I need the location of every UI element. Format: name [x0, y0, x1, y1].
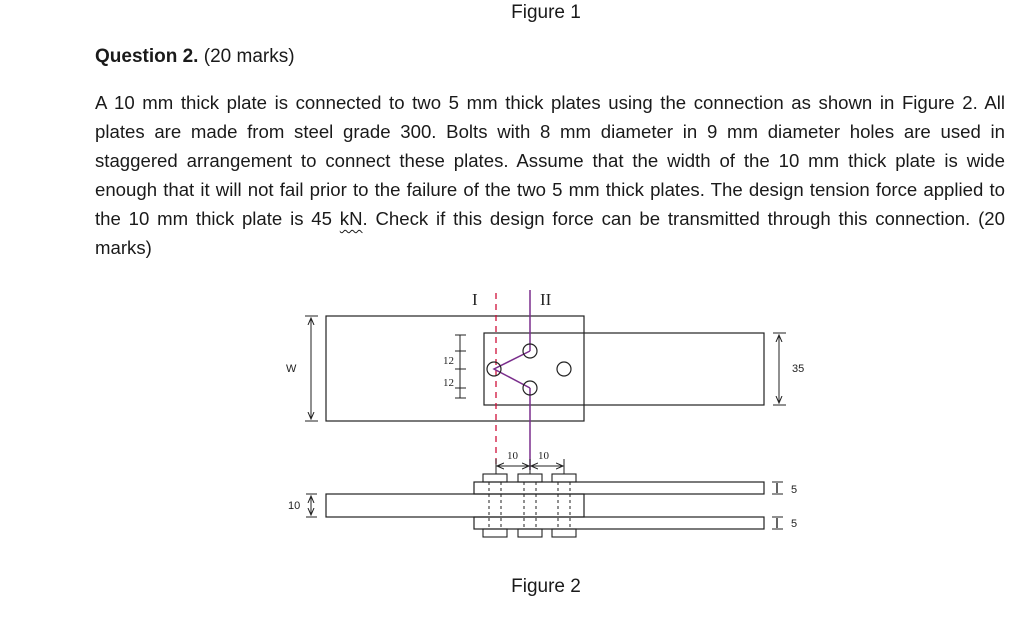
pitch-label-2: 10 — [538, 450, 549, 462]
section-label-II: II — [540, 290, 552, 309]
question-marks: (20 marks) — [198, 46, 295, 67]
elevation-plate-10mm — [326, 494, 584, 517]
thickness-10-label: 10 — [288, 500, 301, 512]
thickness-5-top-label: 5 — [791, 484, 798, 496]
width-label: W — [286, 363, 297, 375]
question-number: Question 2. — [95, 46, 199, 67]
bolt-hole — [557, 362, 571, 376]
kn-unit: kN — [339, 208, 363, 229]
pitch-label-1: 10 — [507, 450, 518, 462]
thickness-5-bottom-label: 5 — [791, 518, 798, 530]
gauge-label-top: 12 — [443, 355, 454, 367]
elevation-plate-5mm-top — [474, 482, 764, 494]
question-text-part-1: A 10 mm thick plate is connected to two 5 mm thick plates using the connection as shown in Figure 2. All plates are made from steel grade 300. Bolts with 8 mm diameter in 9 mm diameter holes are used in staggered arrangement to connect these plates. Assume that the width of the 10 mm thick plate is wide enough that it will not fail prior to the failure of the two 5 mm thick plates. The design tension force applied to the 10 mm thick plate is 45 — [95, 92, 1005, 229]
figure-2-caption: Figure 2 — [511, 576, 581, 597]
elevation-plate-5mm-bottom — [474, 517, 764, 529]
bolt-elevation — [483, 474, 507, 537]
bolt-elevation — [552, 474, 576, 537]
figure-1-caption: Figure 1 — [511, 2, 581, 23]
question-text-part-2: . Check if this design force can be transmitted through this connection. (20 marks) — [95, 208, 1005, 258]
gauge-label-bottom: 12 — [443, 377, 454, 389]
section-label-I: I — [472, 290, 478, 309]
section-line-II-zigzag — [494, 351, 530, 388]
bolt-elevation — [518, 474, 542, 537]
plate-width-label: 35 — [792, 363, 805, 375]
